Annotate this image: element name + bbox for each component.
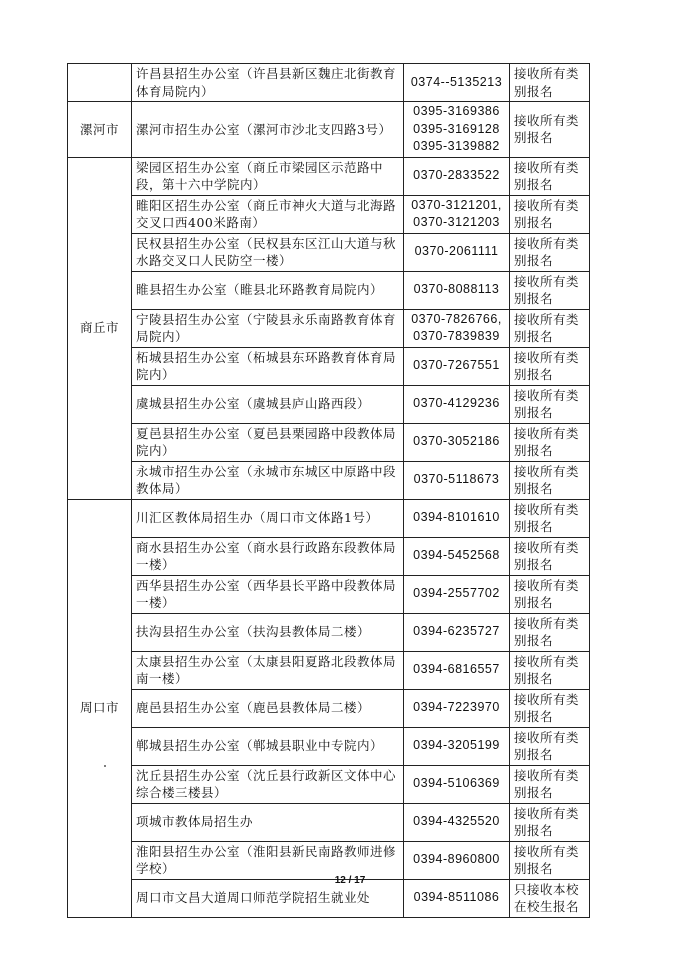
office-address-cell: 太康县招生办公室（太康县阳夏路北段教体局南一楼）: [132, 651, 404, 689]
office-address-cell: 川汇区教体局招生办（周口市文体路1号）: [132, 499, 404, 537]
table-row: [68, 423, 590, 461]
phone-cell: [404, 765, 510, 803]
office-address-cell: 西华县招生办公室（西华县长平路中段教体局一楼）: [132, 575, 404, 613]
registration-scope-cell: 接收所有类别报名: [510, 271, 590, 309]
phone-number: 0370-5118673: [413, 472, 500, 487]
office-address-cell: 夏邑县招生办公室（夏邑县栗园路中段教体局院内）: [132, 423, 404, 461]
table-row: [68, 537, 590, 575]
phone-number: 0394-6816557: [413, 662, 500, 677]
city-cell: 周口市: [68, 499, 132, 917]
table-row: [68, 309, 590, 347]
phone-number: 0395-3169386: [413, 104, 500, 118]
phone-cell: [404, 803, 510, 841]
table-row: [68, 233, 590, 271]
phone-number: 0395-3169128: [413, 121, 500, 136]
table-row: [68, 461, 590, 499]
office-address-cell: 柘城县招生办公室（柘城县东环路教育体育局院内）: [132, 347, 404, 385]
table-row: [68, 727, 590, 765]
phone-number: 0394-7223970: [413, 700, 500, 715]
office-address-cell: 周口市文昌大道周口师范学院招生就业处: [132, 879, 404, 917]
phone-number: 0394-5106369: [413, 776, 500, 791]
phone-number: 0374--5135213: [410, 74, 503, 89]
phone-cell: [404, 195, 510, 233]
phone-cell: [404, 575, 510, 613]
phone-number: 0370-7826766,: [411, 311, 502, 326]
phone-number: 0394-3205199: [413, 738, 500, 753]
phone-cell: [404, 102, 510, 158]
office-address-cell: 永城市招生办公室（永城市东城区中原路中段教体局）: [132, 461, 404, 499]
phone-cell: [404, 689, 510, 727]
office-address-cell: 睢阳区招生办公室（商丘市神火大道与北海路交叉口西400米路南）: [132, 195, 404, 233]
phone-cell: [404, 651, 510, 689]
office-address-cell: 许昌县招生办公室（许昌县新区魏庄北街教育体育局院内）: [132, 64, 404, 102]
registration-scope-cell: 接收所有类别报名: [510, 537, 590, 575]
phone-number: 0370-3121201,: [411, 197, 502, 212]
registration-scope-cell: 接收所有类别报名: [510, 461, 590, 499]
phone-number: 0394-6235727: [413, 624, 500, 639]
table-row: [68, 613, 590, 651]
registration-scope-cell: 接收所有类别报名: [510, 195, 590, 233]
registration-scope-cell: 接收所有类别报名: [510, 64, 590, 102]
phone-number: 0370-2833522: [413, 168, 500, 183]
phone-cell: [404, 841, 510, 879]
table-body: [68, 64, 590, 918]
phone-cell: [404, 233, 510, 271]
phone-number: 0395-3139882: [413, 139, 500, 153]
page-number: 12 / 17: [334, 875, 366, 886]
table-row: [68, 841, 590, 879]
enrollment-office-table: [67, 63, 590, 918]
phone-number: 0394-8511086: [413, 890, 500, 905]
table-row: [68, 765, 590, 803]
table-row: [68, 499, 590, 537]
phone-number: 0370-8088113: [413, 282, 500, 297]
office-address-cell: 梁园区招生办公室（商丘市梁园区示范路中段，第十六中学院内）: [132, 157, 404, 195]
table-row: [68, 385, 590, 423]
registration-scope-cell: 接收所有类别报名: [510, 102, 590, 158]
phone-number: 0394-2557702: [413, 586, 500, 601]
registration-scope-cell: 接收所有类别报名: [510, 613, 590, 651]
office-address-cell: 淮阳县招生办公室（淮阳县新民南路教师进修学校）: [132, 841, 404, 879]
phone-cell: [404, 309, 510, 347]
registration-scope-cell: 接收所有类别报名: [510, 347, 590, 385]
phone-cell: [404, 613, 510, 651]
table-row: [68, 347, 590, 385]
office-address-cell: 鹿邑县招生办公室（鹿邑县教体局二楼）: [132, 689, 404, 727]
table-row: [68, 271, 590, 309]
registration-scope-cell: 接收所有类别报名: [510, 575, 590, 613]
table-row: [68, 651, 590, 689]
phone-cell: [404, 64, 510, 102]
office-address-cell: 沈丘县招生办公室（沈丘县行政新区文体中心综合楼三楼县）: [132, 765, 404, 803]
registration-scope-cell: 接收所有类别报名: [510, 651, 590, 689]
phone-cell: [404, 347, 510, 385]
phone-number: 0370-4129236: [413, 396, 500, 411]
phone-cell: [404, 499, 510, 537]
table-row: [68, 157, 590, 195]
office-address-cell: 项城市教体局招生办: [132, 803, 404, 841]
registration-scope-cell: 接收所有类别报名: [510, 499, 590, 537]
phone-number: 0370-3052186: [413, 434, 500, 449]
office-address-cell: 郸城县招生办公室（郸城县职业中专院内）: [132, 727, 404, 765]
office-address-cell: 漯河市招生办公室（漯河市沙北支四路3号）: [132, 102, 404, 158]
phone-number: 0370-7267551: [413, 358, 500, 373]
phone-number: 0370-7839839: [413, 329, 500, 343]
table-row: [68, 102, 590, 158]
phone-cell: [404, 157, 510, 195]
table-row: [68, 575, 590, 613]
registration-scope-cell: 接收所有类别报名: [510, 157, 590, 195]
table-row: [68, 195, 590, 233]
registration-scope-cell: 接收所有类别报名: [510, 689, 590, 727]
registration-scope-cell: 接收所有类别报名: [510, 841, 590, 879]
phone-number: 0370-2061111: [414, 244, 499, 259]
phone-cell: [404, 423, 510, 461]
registration-scope-cell: 接收所有类别报名: [510, 385, 590, 423]
office-address-cell: 虞城县招生办公室（虞城县庐山路西段）: [132, 385, 404, 423]
phone-cell: [404, 385, 510, 423]
phone-number: 0394-8101610: [413, 510, 500, 525]
phone-number: 0394-5452568: [413, 548, 500, 563]
office-address-cell: 宁陵县招生办公室（宁陵县永乐南路教育体育局院内）: [132, 309, 404, 347]
registration-scope-cell: 接收所有类别报名: [510, 423, 590, 461]
city-cell: [68, 64, 132, 102]
registration-scope-cell: 接收所有类别报名: [510, 727, 590, 765]
phone-cell: [404, 537, 510, 575]
table-row: [68, 64, 590, 102]
table-row: [68, 689, 590, 727]
phone-number: 0394-8960800: [413, 852, 500, 867]
phone-cell: [404, 461, 510, 499]
office-address-cell: 民权县招生办公室（民权县东区江山大道与秋水路交叉口人民防空一楼）: [132, 233, 404, 271]
registration-scope-cell: 只接收本校在校生报名: [510, 879, 590, 917]
table-row: [68, 803, 590, 841]
phone-number: 0370-3121203: [413, 215, 500, 229]
office-address-cell: 扶沟县招生办公室（扶沟县教体局二楼）: [132, 613, 404, 651]
registration-scope-cell: 接收所有类别报名: [510, 765, 590, 803]
phone-cell: [404, 271, 510, 309]
city-cell: 漯河市: [68, 102, 132, 158]
phone-cell: [404, 727, 510, 765]
registration-scope-cell: 接收所有类别报名: [510, 309, 590, 347]
office-address-cell: 商水县招生办公室（商水县行政路东段教体局一楼）: [132, 537, 404, 575]
office-address-cell: 睢县招生办公室（睢县北环路教育局院内）: [132, 271, 404, 309]
stray-dot-mark: [104, 765, 106, 767]
registration-scope-cell: 接收所有类别报名: [510, 233, 590, 271]
registration-scope-cell: 接收所有类别报名: [510, 803, 590, 841]
city-cell: 商丘市: [68, 157, 132, 499]
phone-number: 0394-4325520: [413, 814, 500, 829]
